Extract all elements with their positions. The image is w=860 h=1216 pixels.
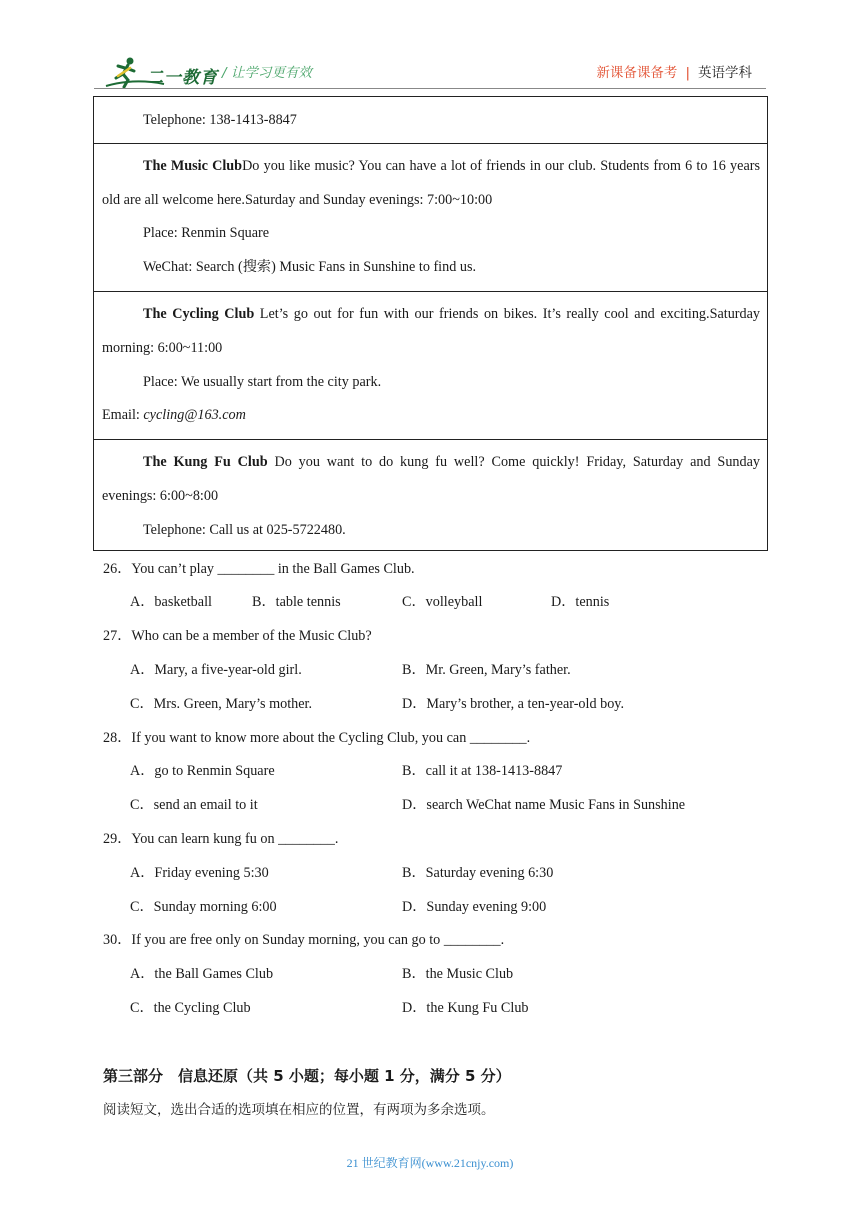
option-30d: D．the Kung Fu Club [402, 1000, 529, 1016]
kungfu-club-text: Do you want to do kung fu well? Come quickly! Friday, Saturday and Sunday evenings: 6:00~8:00 [102, 454, 760, 504]
header-subject [596, 61, 752, 81]
question-29: 29．You can learn kung fu on ________. [103, 831, 339, 847]
cycling-club-title: The Cycling Club [143, 305, 255, 322]
option-29d: D．Sunday evening 9:00 [402, 899, 547, 915]
cycling-club-desc [102, 298, 760, 366]
table-row [94, 144, 767, 292]
question-27: 27．Who can be a member of the Music Club? [103, 628, 372, 644]
kungfu-club-desc [102, 446, 760, 514]
option-30a: A．the Ball Games Club [130, 966, 274, 982]
club-table [93, 96, 768, 551]
question-30: 30．If you are free only on Sunday morning, you can go to ________. [103, 932, 505, 948]
option-28c: C．send an email to it [130, 797, 258, 813]
music-club-text: Do you like music? You can have a lot of friends in our club. Students from 6 to 16 years old are all welcome here.Saturday and Sunday evenings: 7:00~10:00 [102, 157, 760, 208]
header-divider [94, 88, 766, 89]
option-27b: B．Mr. Green, Mary’s father. [402, 662, 571, 678]
option-26a: A．basketball [130, 594, 212, 610]
logo-text: 二一教育 [146, 68, 218, 88]
page-footer: 21 世纪教育网(www.21cnjy.com) [346, 1156, 514, 1170]
kungfu-club-title: The Kung Fu Club [143, 454, 268, 471]
option-28b: B．call it at 138-1413-8847 [402, 763, 563, 779]
option-26c: C．volleyball [402, 594, 483, 610]
question-26: 26．You can’t play ________ in the Ball Games Club. [103, 561, 415, 577]
option-26d: D．tennis [551, 594, 610, 610]
table-row [94, 97, 767, 144]
header-subject-label: 英语学科 [698, 65, 752, 81]
ball-club-phone: Telephone: 138-1413-8847 [143, 112, 297, 128]
music-club-title: The Music Club [143, 157, 243, 174]
option-28a: A．go to Renmin Square [130, 763, 275, 779]
option-27c: C．Mrs. Green, Mary’s mother. [130, 696, 313, 712]
section-3-instruction: 阅读短文，选出合适的选项填在相应的位置，有两项为多余选项。 [103, 1102, 495, 1118]
music-club-place: Place: Renmin Square [143, 225, 270, 242]
option-26b: B．table tennis [252, 594, 341, 610]
music-club-desc [102, 150, 760, 218]
option-28d: D．search WeChat name Music Fans in Sunshine [402, 797, 686, 813]
option-30c: C．the Cycling Club [130, 1000, 251, 1016]
cycling-club-email [102, 399, 760, 433]
option-27d: D．Mary’s brother, a ten-year-old boy. [402, 696, 625, 712]
option-29b: B．Saturday evening 6:30 [402, 865, 554, 881]
email-label: Email: [102, 407, 144, 424]
question-28: 28．If you want to know more about the Cycling Club, you can ________. [103, 730, 531, 746]
cycling-club-place: Place: We usually start from the city park. [143, 373, 382, 390]
music-club-wechat: WeChat: Search (搜索) Music Fans in Sunshine to find us. [143, 259, 477, 276]
option-29a: A．Friday evening 5:30 [130, 865, 269, 881]
slogan: / 让学习更有效 [222, 65, 312, 81]
option-27a: A．Mary, a five-year-old girl. [130, 662, 302, 678]
cycling-club-text: Let’s go out for fun with our friends on bikes. It’s really cool and exciting.Saturday morning: 6:00~11:00 [102, 305, 761, 356]
header-separator: | [685, 65, 690, 81]
option-30b: B．the Music Club [402, 966, 514, 982]
page-header [0, 0, 860, 92]
header-course-label: 新课备课备考 [596, 65, 678, 81]
table-row [94, 292, 767, 440]
option-29c: C．Sunday morning 6:00 [130, 899, 277, 915]
email-address: cycling@163.com [143, 407, 246, 424]
table-row [94, 440, 767, 550]
kungfu-club-phone: Telephone: Call us at 025-5722480. [143, 521, 346, 538]
section-3-title: 第三部分 信息还原（共 5 小题；每小题 1 分，满分 5 分） [103, 1067, 511, 1085]
